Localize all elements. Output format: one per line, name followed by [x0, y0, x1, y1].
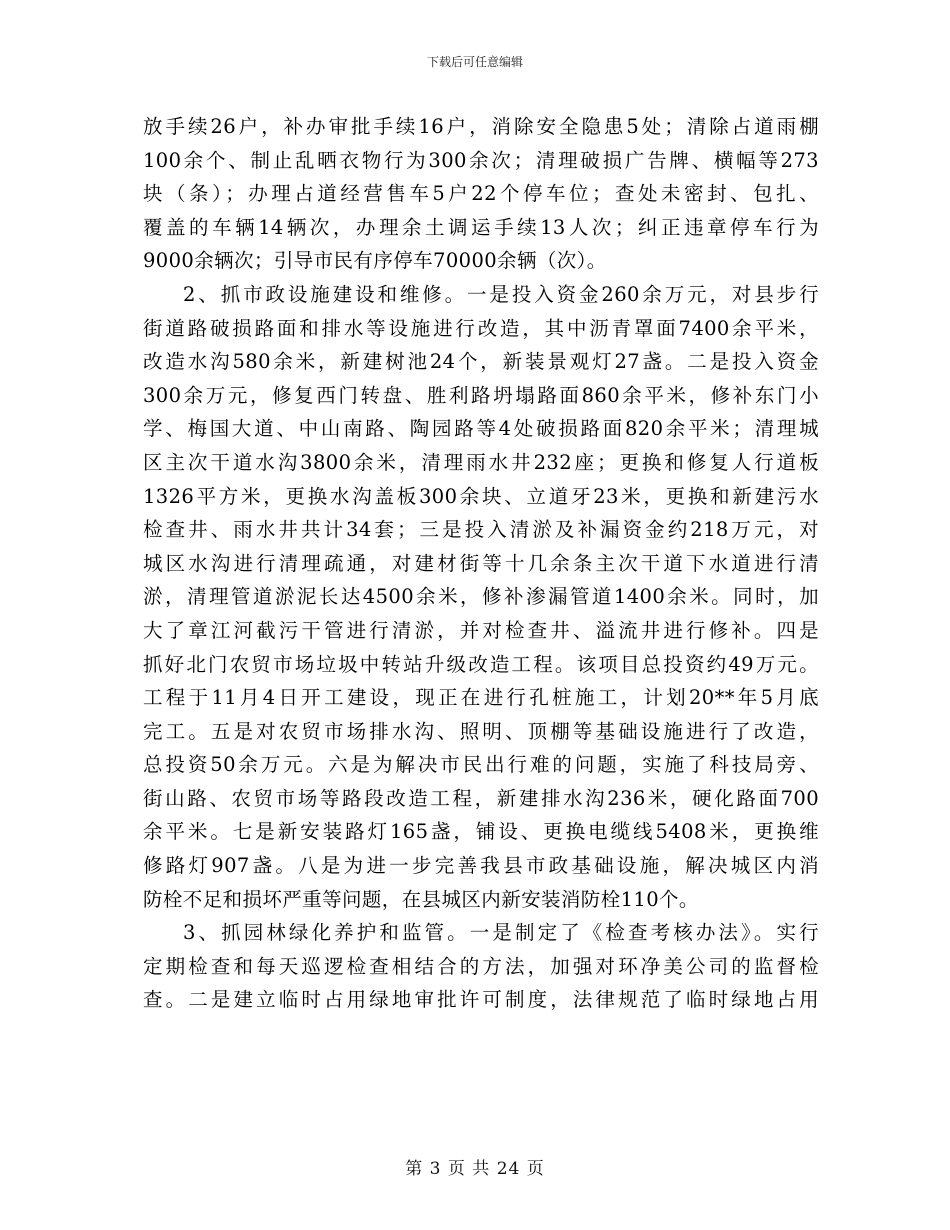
text-line: 改造水沟580余米，新建树池24个，新装景观灯27盏。二是投入资金 [143, 350, 819, 374]
text-line: 余平米。七是新安装路灯165盏，铺设、更换电缆线5408米，更换维 [143, 820, 819, 844]
text-line: 街山路、农贸市场等路段改造工程，新建排水沟236米，硬化路面700 [143, 786, 819, 810]
text-line: 城区水沟进行清理疏通，对建材街等十几余条主次干道下水道进行清 [143, 551, 819, 575]
text-line: 大了章江河截污干管进行清淤，并对检查井、溢流井进行修补。四是 [143, 618, 819, 642]
document-body [143, 110, 819, 1017]
text-line: 总投资50余万元。六是为解决市民出行难的问题，实施了科技局旁、 [143, 753, 819, 777]
text-line: 100余个、制止乱晒衣物行为300余次；清理破损广告牌、横幅等273 [143, 148, 819, 172]
text-line: 300余万元，修复西门转盘、胜利路坍塌路面860余平米，修补东门小 [143, 383, 819, 407]
text-line: 完工。五是对农贸市场排水沟、照明、顶棚等基础设施进行了改造， [143, 719, 819, 743]
section-heading-line: 3、抓园林绿化养护和监管。一是制定了《检查考核办法》。实行 [183, 921, 819, 945]
text-line: 抓好北门农贸市场垃圾中转站升级改造工程。该项目总投资约49万元。 [143, 652, 819, 676]
text-line: 9000余辆次；引导市民有序停车70000余辆（次）。 [143, 249, 607, 273]
text-line: 1326平方米，更换水沟盖板300余块、立道牙23米，更换和新建污水 [143, 484, 819, 508]
text-line: 块（条）；办理占道经营售车5户22个停车位；查处未密封、包扎、 [143, 182, 819, 206]
text-line: 查。二是建立临时占用绿地审批许可制度，法律规范了临时绿地占用 [143, 988, 819, 1012]
text-line: 检查井、雨水井共计34套；三是投入清淤及补漏资金约218万元，对 [143, 518, 819, 542]
page-header: 下载后可任意编辑 [426, 55, 523, 69]
text-line: 街道路破损路面和排水等设施进行改造，其中沥青罩面7400余平米， [143, 316, 819, 340]
text-line: 定期检查和每天巡逻检查相结合的方法，加强对环净美公司的监督检 [143, 954, 819, 978]
text-line: 修路灯907盏。八是为进一步完善我县市政基础设施，解决城区内消 [143, 854, 819, 878]
text-line: 覆盖的车辆14辆次，办理余土调运手续13人次；纠正违章停车行为 [143, 215, 819, 239]
text-line: 淤，清理管道淤泥长达4500余米，修补渗漏管道1400余米。同时，加 [143, 585, 819, 609]
text-line: 放手续26户，补办审批手续16户，消除安全隐患5处；清除占道雨棚 [143, 115, 819, 138]
text-line: 防栓不足和损坏严重等问题，在县城区内新安装消防栓110个。 [143, 887, 699, 911]
text-line: 区主次干道水沟3800余米，清理雨水井232座；更换和修复人行道板 [143, 450, 819, 474]
text-line: 工程于11月4日开工建设，现正在进行孔桩施工，计划20**年5月底 [143, 686, 819, 710]
section-heading-line: 2、抓市政设施建设和维修。一是投入资金260余万元，对县步行 [183, 282, 819, 306]
page-number-footer: 第 3 页 共 24 页 [405, 1159, 545, 1179]
text-line: 学、梅国大道、中山南路、陶园路等4处破损路面820余平米；清理城 [143, 417, 819, 441]
